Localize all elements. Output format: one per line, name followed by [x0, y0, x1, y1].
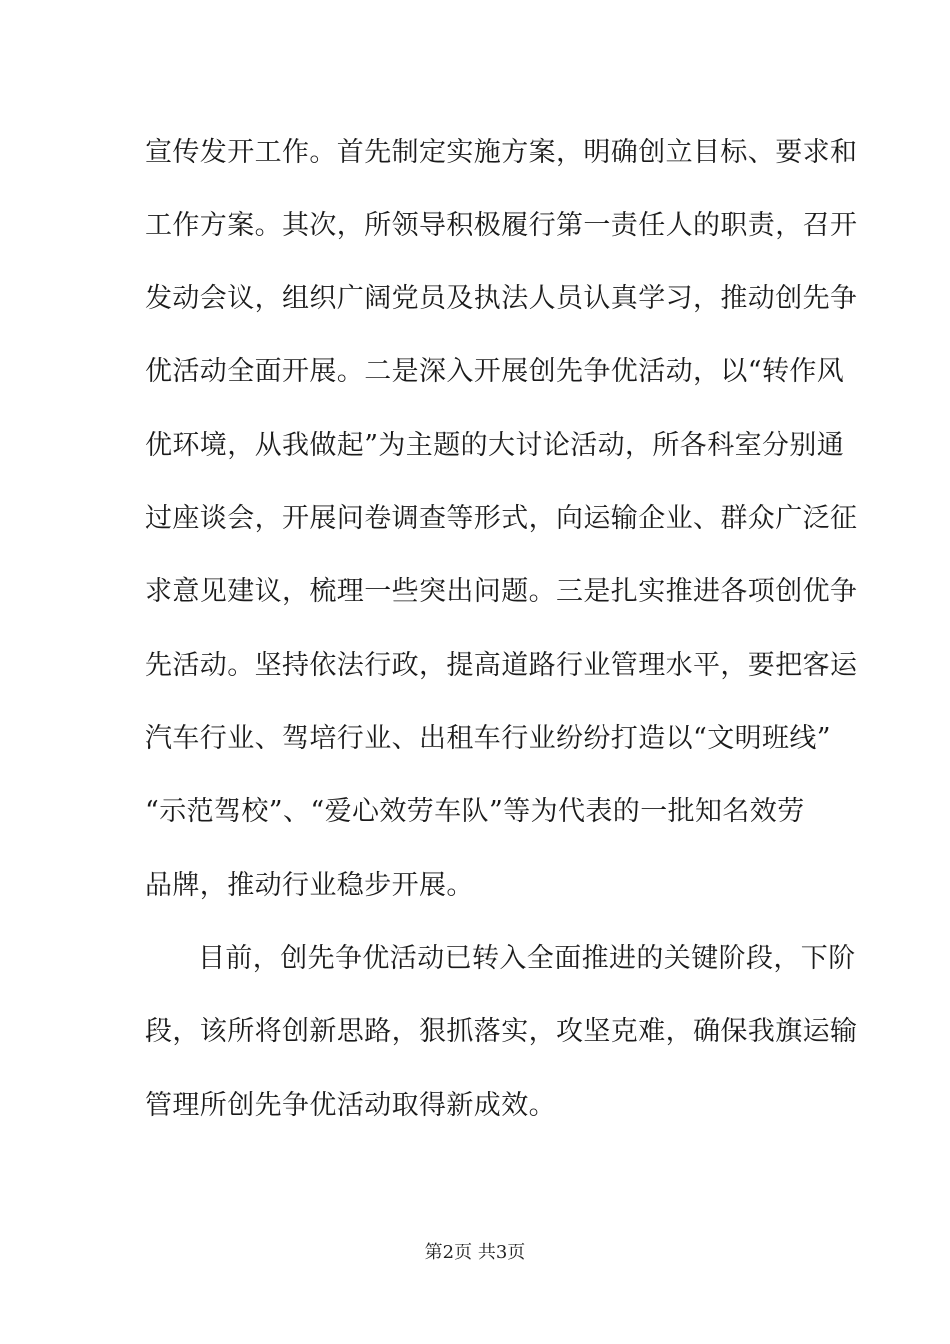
- text-line: 工作方案。其次，所领导积极履行第一责任人的职责，召开: [145, 210, 858, 241]
- page-number-footer: 第2页 共3页: [424, 1242, 526, 1263]
- text-line: 发动会议，组织广阔党员及执法人员认真学习，推动创先争: [145, 283, 858, 314]
- text-line: 过座谈会，开展问卷调查等形式，向运输企业、群众广泛征: [145, 503, 858, 534]
- text-line: 段，该所将创新思路，狠抓落实，攻坚克难，确保我旗运输: [145, 1016, 858, 1047]
- text-line: 品牌，推动行业稳步开展。: [145, 870, 474, 901]
- text-line: 求意见建议，梳理一些突出问题。三是扎实推进各项创优争: [145, 576, 858, 607]
- text-line: 宣传发开工作。首先制定实施方案，明确创立目标、要求和: [145, 137, 858, 168]
- text-line: 优活动全面开展。二是深入开展创先争优活动，以“转作风: [145, 356, 845, 387]
- text-line: 先活动。坚持依法行政，提高道路行业管理水平，要把客运: [145, 650, 858, 681]
- text-line: 管理所创先争优活动取得新成效。: [145, 1090, 556, 1121]
- text-line: 汽车行业、驾培行业、出租车行业纷纷打造以“文明班线”: [145, 723, 832, 754]
- text-line: 优环境，从我做起”为主题的大讨论活动，所各科室分别通: [145, 430, 845, 461]
- text-line: “示范驾校”、“爱心效劳车队”等为代表的一批知名效劳: [145, 796, 805, 827]
- text-line: 目前，创先争优活动已转入全面推进的关键阶段，下阶: [198, 943, 856, 974]
